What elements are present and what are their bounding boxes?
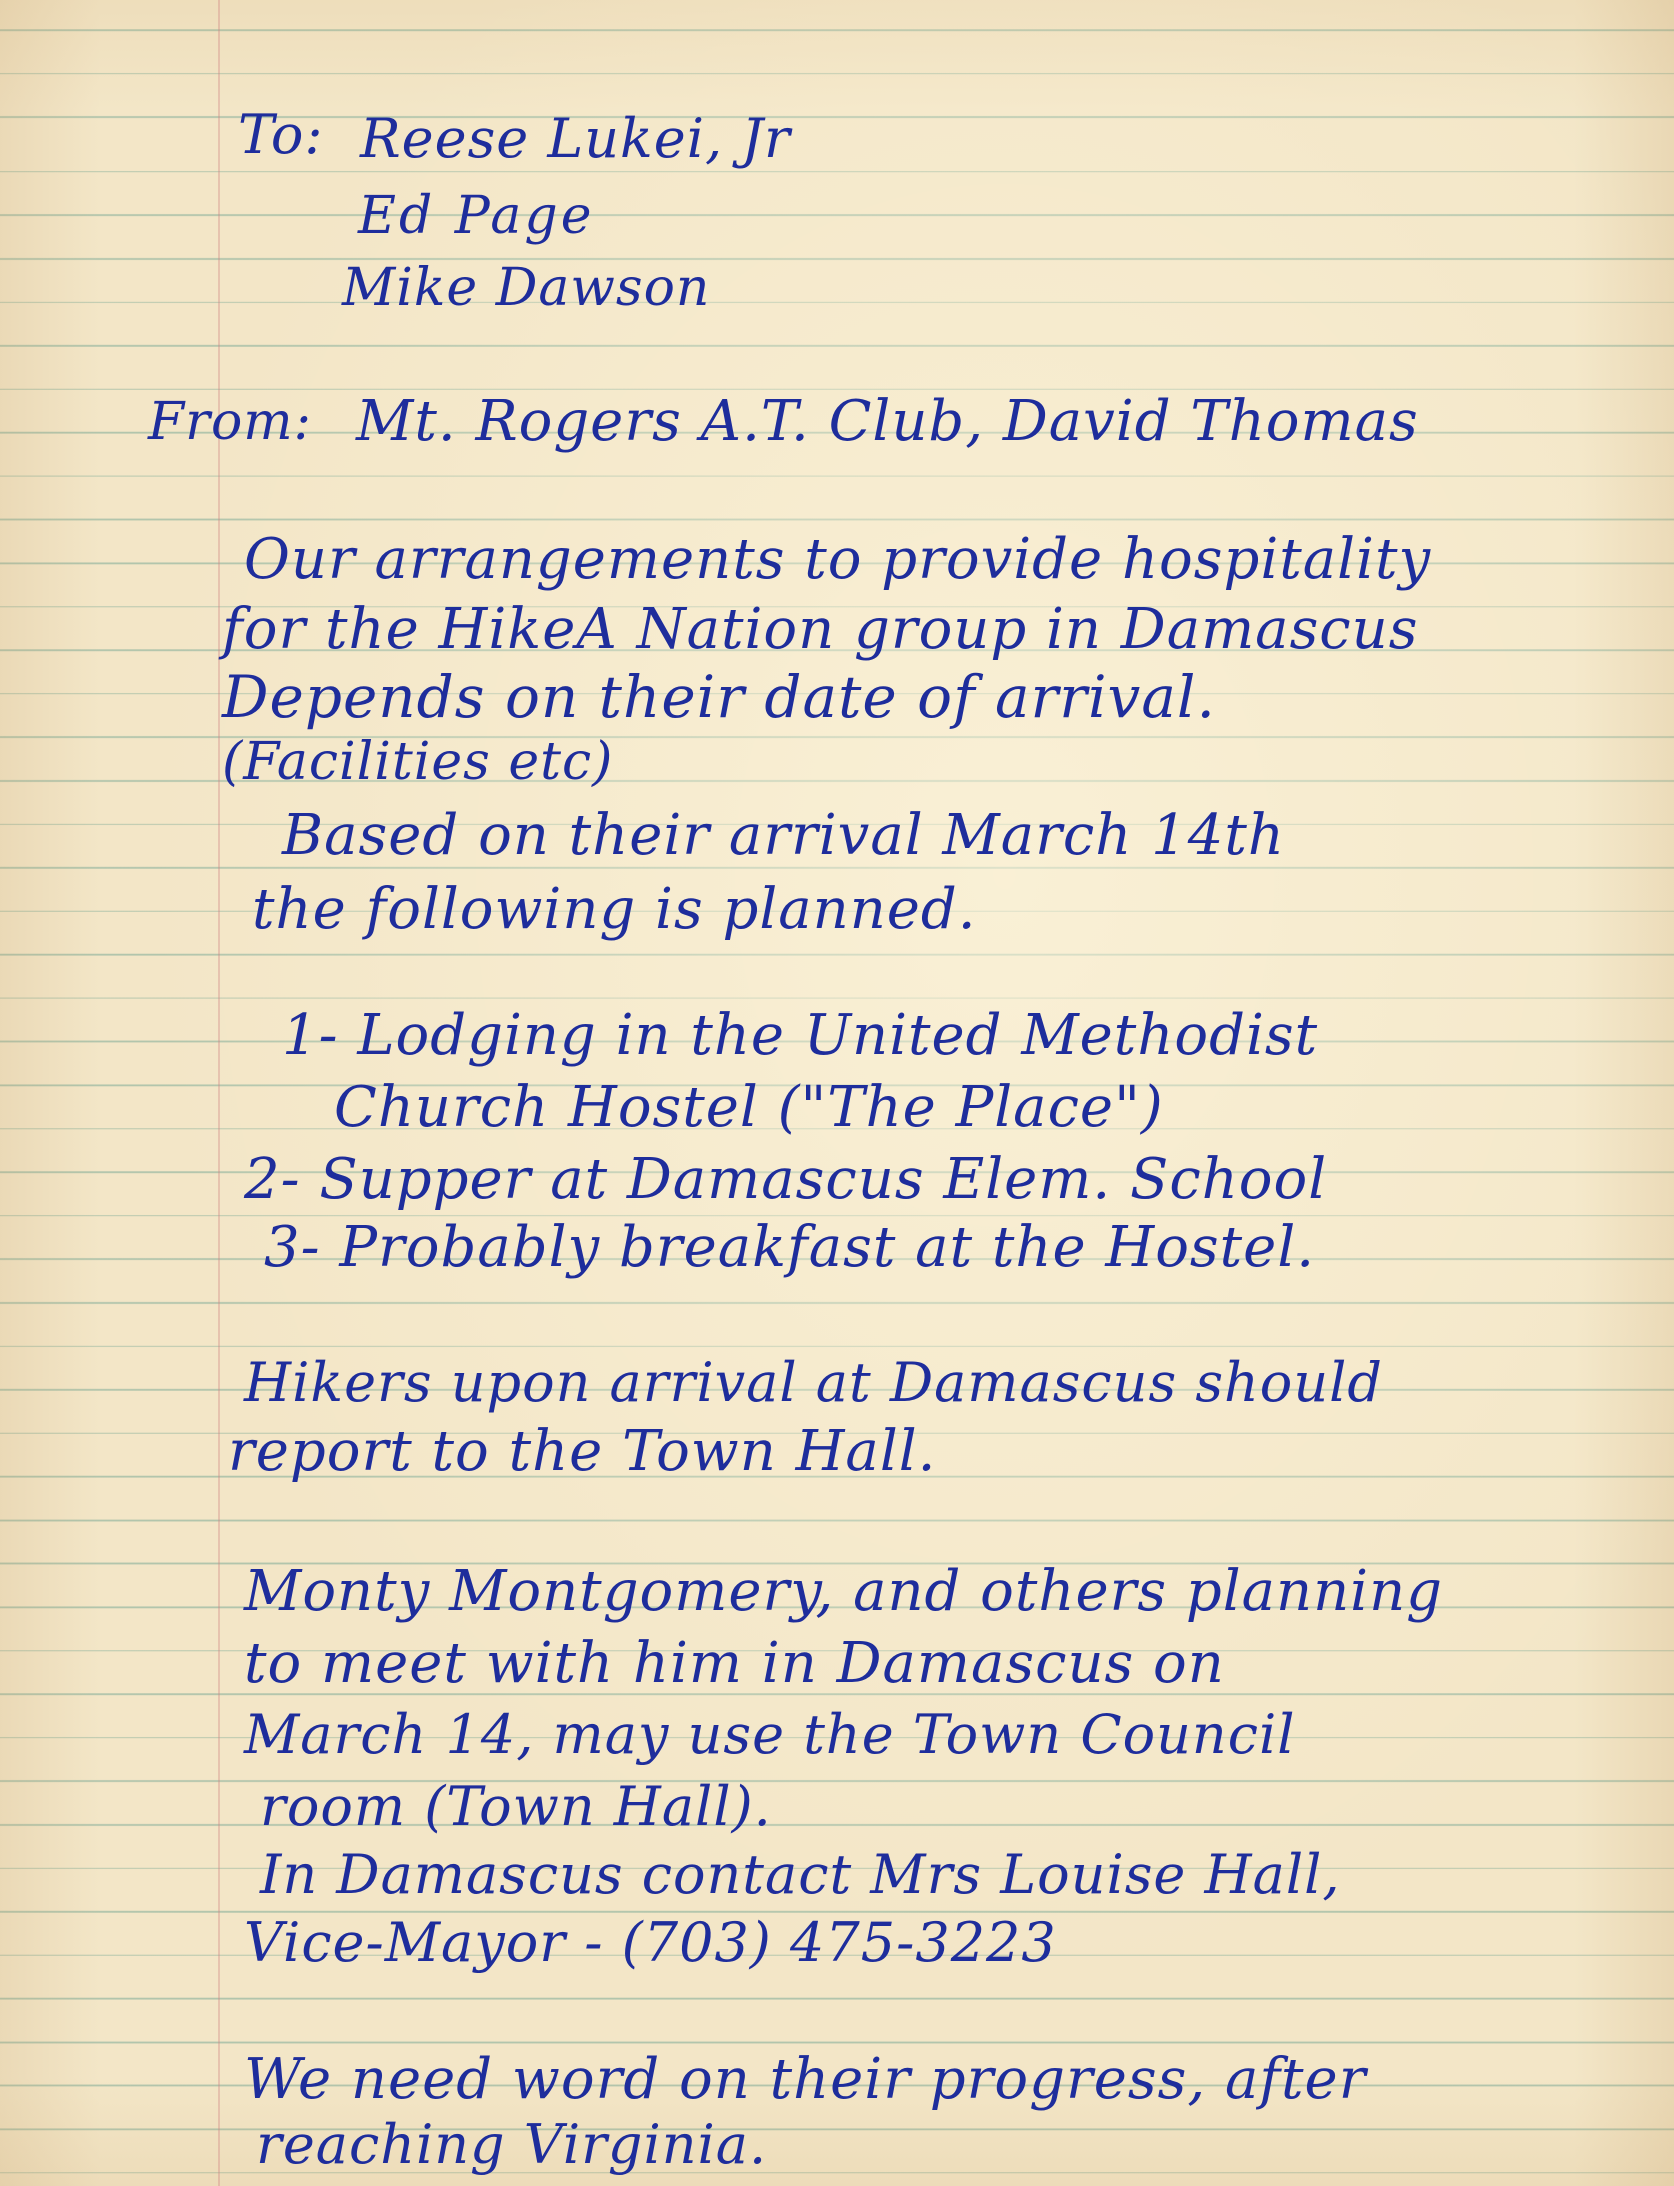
body-line-3: Depends on their date of arrival. <box>222 663 1216 731</box>
body-line-1: Our arrangements to provide hospitality <box>244 527 1432 592</box>
meeting-line-3: March 14, may use the Town Council <box>244 1703 1296 1766</box>
recipient-1: Reese Lukei, Jr <box>360 107 791 170</box>
to-label: To: <box>238 103 324 166</box>
body-line-6: the following is planned. <box>252 877 977 942</box>
closing-line-2: reaching Virginia. <box>256 2113 768 2176</box>
from-label: From: <box>148 392 313 452</box>
meeting-line-4: room (Town Hall). <box>260 1775 772 1838</box>
contact-line: In Damascus contact Mrs Louise Hall, <box>260 1843 1341 1906</box>
plan-item-1-cont: Church Hostel ("The Place") <box>334 1075 1164 1140</box>
plan-item-1: 1- Lodging in the United Methodist <box>282 1003 1319 1068</box>
body-line-2: for the HikeA Nation group in Damascus <box>222 597 1419 662</box>
recipient-3: Mike Dawson <box>342 258 711 318</box>
plan-item-2: 2- Supper at Damascus Elem. School <box>244 1147 1328 1212</box>
body-line-5: Based on their arrival March 14th <box>282 803 1285 868</box>
margin-rule <box>218 0 220 2186</box>
plan-item-3: 3- Probably breakfast at the Hostel. <box>264 1215 1316 1280</box>
closing-line-1: We need word on their progress, after <box>244 2047 1367 2112</box>
report-line-2: report to the Town Hall. <box>228 1419 937 1484</box>
from-sender: Mt. Rogers A.T. Club, David Thomas <box>356 389 1419 454</box>
meeting-line-1: Monty Montgomery, and others planning <box>244 1559 1443 1624</box>
meeting-line-2: to meet with him in Damascus on <box>244 1631 1225 1696</box>
recipient-2: Ed Page <box>358 186 595 246</box>
body-line-4: (Facilities etc) <box>222 732 614 792</box>
report-line-1: Hikers upon arrival at Damascus should <box>244 1351 1383 1414</box>
vice-mayor-phone: Vice-Mayor - (703) 475-3223 <box>244 1911 1057 1974</box>
